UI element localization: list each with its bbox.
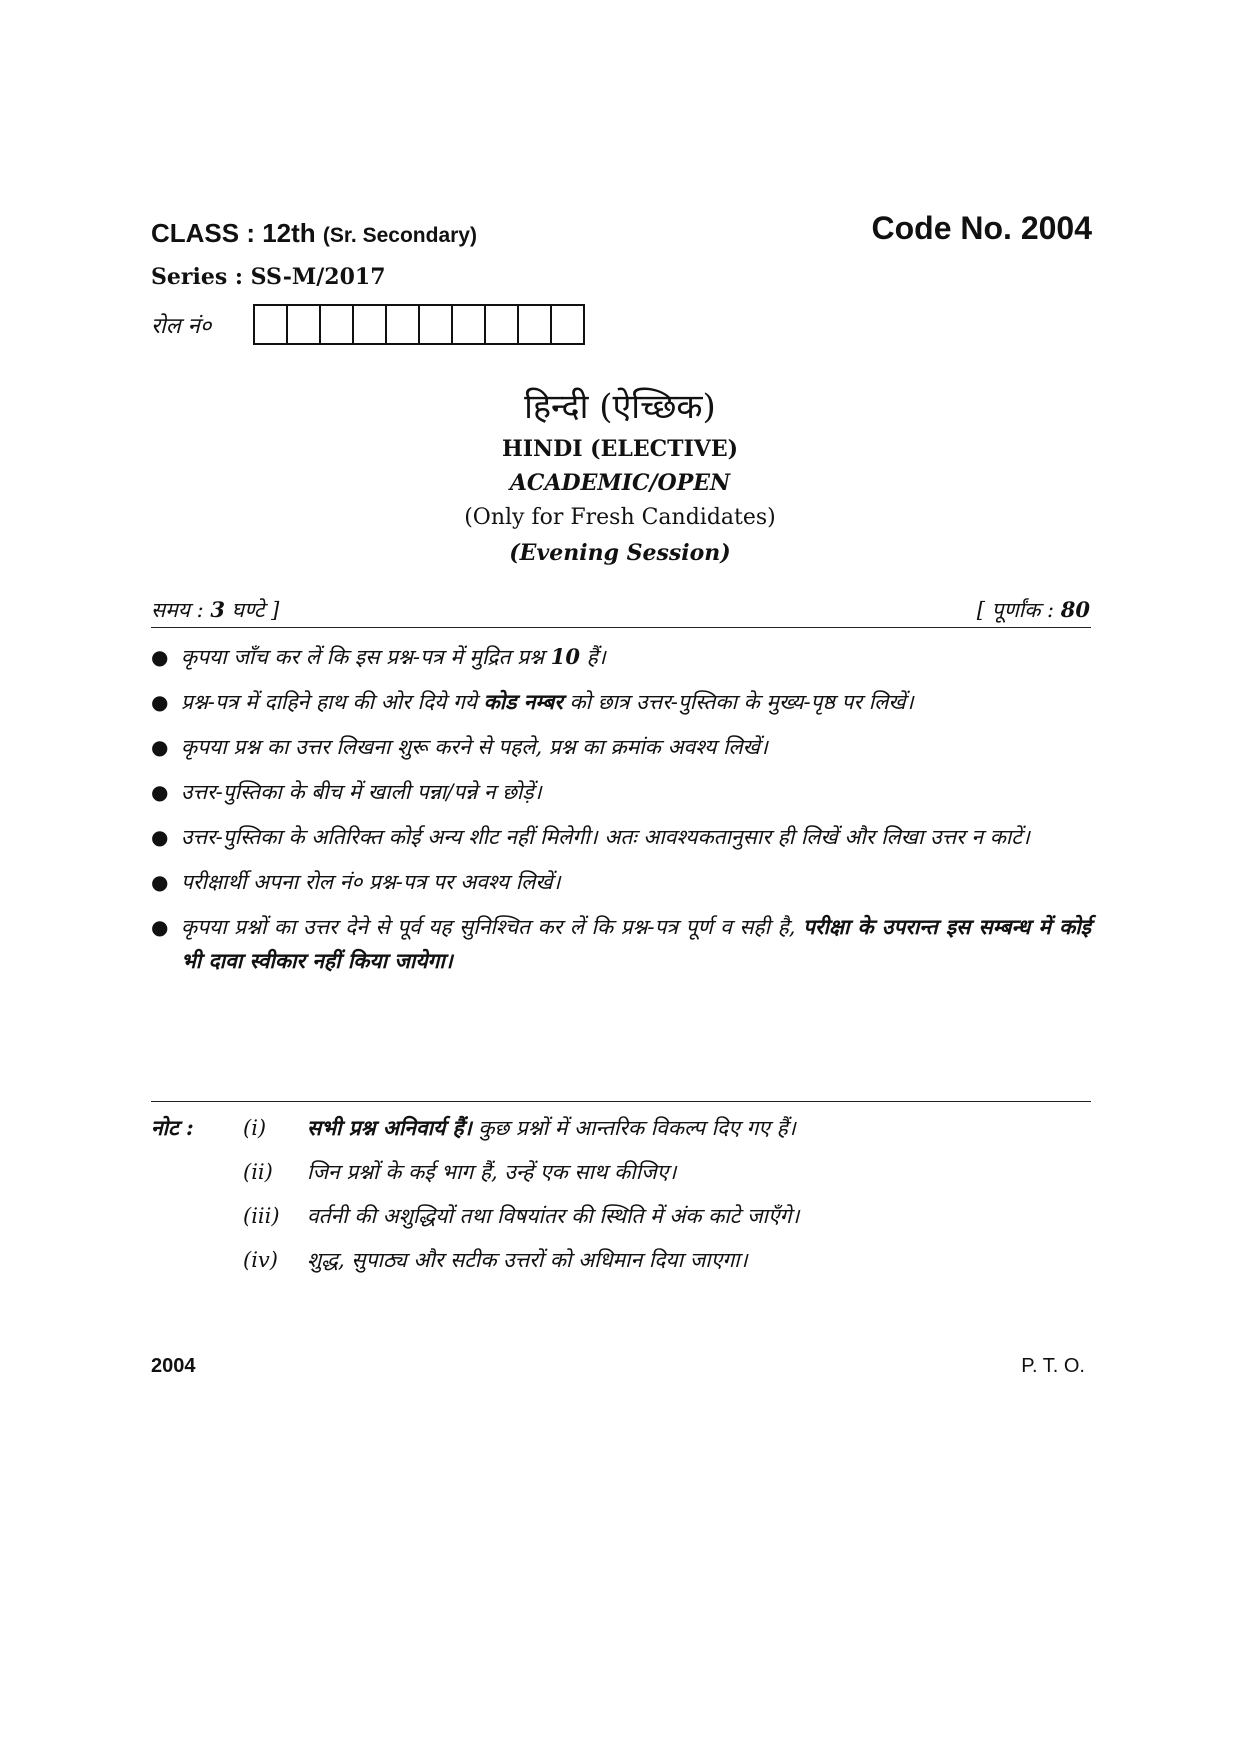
bullet-icon: ● [151, 915, 169, 939]
maximum-marks [977, 596, 1090, 624]
time-label: समय : [151, 598, 211, 622]
session-label: (Evening Session) [509, 540, 731, 566]
fresh-candidates-label: (Only for Fresh Candidates) [464, 505, 776, 530]
instruction-text-post: को छात्र उत्तर-पुस्तिका के मुख्य-पृष्ठ पर लिखें। [562, 690, 914, 714]
roll-number-box[interactable] [321, 306, 354, 343]
instruction-item [151, 775, 1091, 809]
code-number: Code No. 2004 [871, 210, 1092, 246]
roll-number-box[interactable] [288, 306, 321, 343]
bullet-icon: ● [151, 870, 169, 894]
instruction-item [151, 730, 1091, 764]
bullet-icon: ● [151, 825, 169, 849]
academic-open-label: ACADEMIC/OPEN [509, 470, 731, 496]
note-plain-text: वर्तनी की अशुद्धियों तथा विषयांतर की स्थिति में अंक काटे जाएँगे। [307, 1204, 800, 1228]
instruction-text-bold: 10 [550, 644, 580, 669]
roll-number-box[interactable] [387, 306, 420, 343]
note-label: नोट : [151, 1115, 194, 1140]
class-label: CLASS : 12th [151, 218, 316, 248]
note-number: (i) [243, 1116, 267, 1140]
note-item [151, 1113, 1091, 1143]
note-number: (iii) [243, 1204, 280, 1228]
note-plain-text: जिन प्रश्नों के कई भाग हैं, उन्हें एक साथ कीजिए। [307, 1160, 677, 1184]
note-text [307, 1245, 1091, 1275]
bullet-icon: ● [151, 690, 169, 714]
instruction-text-pre: कृपया प्रश्नों का उत्तर देने से पूर्व यह सुनिश्चित कर लें कि प्रश्न-पत्र पूर्ण व सही है, [181, 915, 803, 939]
roll-number-box[interactable] [354, 306, 387, 343]
footer-pto: P. T. O. [1021, 1355, 1085, 1377]
note-item [151, 1157, 1091, 1187]
note-item [151, 1245, 1091, 1275]
note-text [307, 1113, 1091, 1143]
marks-value: 80 [1060, 597, 1090, 622]
instruction-item [151, 820, 1091, 854]
series-label: Series : SS-M/2017 [151, 264, 386, 290]
time-unit: घण्टे ] [225, 598, 280, 622]
subject-title-hindi: हिन्दी (ऐच्छिक) [524, 387, 716, 427]
instruction-text-bold: कोड नम्बर [483, 689, 563, 714]
class-line [151, 218, 477, 249]
note-item [151, 1201, 1091, 1231]
instruction-text-pre: उत्तर-पुस्तिका के अतिरिक्त कोई अन्य शीट नहीं मिलेगी। अतः आवश्यकतानुसार ही लिखें और लिखा उत्तर न काटें। [181, 825, 1030, 849]
note-label [151, 1157, 243, 1187]
note-number: (iv) [243, 1248, 278, 1272]
footer-code: 2004 [151, 1355, 196, 1377]
time-value: 3 [210, 597, 225, 622]
instruction-text-pre: प्रश्न-पत्र में दाहिने हाथ की ओर दिये गये [181, 690, 484, 714]
instruction-text-pre: कृपया प्रश्न का उत्तर लिखना शुरू करने से पहले, प्रश्न का क्रमांक अवश्य लिखें। [181, 735, 768, 759]
roll-number-label: रोल नं० [151, 314, 212, 339]
roll-number-boxes[interactable] [253, 304, 585, 345]
roll-number-box[interactable] [519, 306, 552, 343]
instruction-text-pre: परीक्षार्थी अपना रोल नं० प्रश्न-पत्र पर अवश्य लिखें। [181, 870, 561, 894]
divider-bottom [151, 1101, 1091, 1102]
note-label [151, 1245, 243, 1275]
subject-title-english: HINDI (ELECTIVE) [501, 436, 739, 462]
note-number: (ii) [243, 1160, 273, 1184]
class-sub: (Sr. Secondary) [322, 224, 477, 247]
note-label [151, 1201, 243, 1231]
bullet-icon: ● [151, 645, 169, 669]
instruction-text-bold: परीक्षा के उपरान्त इस सम्बन्ध में कोई भी दावा स्वीकार नहीं किया जायेगा। [181, 914, 1091, 973]
note-plain-text: शुद्ध, सुपाठ्य और सटीक उत्तरों को अधिमान दिया जाएगा। [307, 1248, 748, 1272]
time-allowed [151, 596, 279, 624]
note-text [307, 1201, 1091, 1231]
roll-number-box[interactable] [453, 306, 486, 343]
roll-number-box[interactable] [420, 306, 453, 343]
roll-number-box[interactable] [552, 306, 585, 343]
note-bold-text: सभी प्रश्न अनिवार्य हैं। [307, 1115, 472, 1140]
instruction-item [151, 910, 1091, 978]
note-plain-text: कुछ प्रश्नों में आन्तरिक विकल्प दिए गए हैं। [471, 1116, 796, 1140]
roll-number-box[interactable] [255, 306, 288, 343]
instruction-text-post: हैं। [579, 645, 606, 669]
instruction-text-pre: कृपया जाँच कर लें कि इस प्रश्न-पत्र में मुद्रित प्रश्न [181, 645, 551, 669]
bullet-icon: ● [151, 735, 169, 759]
roll-number-box[interactable] [486, 306, 519, 343]
instruction-text-pre: उत्तर-पुस्तिका के बीच में खाली पन्ना/पन्ने न छोड़ें। [181, 780, 542, 804]
divider-top [151, 627, 1091, 628]
instruction-item [151, 685, 1091, 719]
instruction-item [151, 640, 1091, 674]
instruction-item [151, 865, 1091, 899]
note-text [307, 1157, 1091, 1187]
bullet-icon: ● [151, 780, 169, 804]
note-section [151, 1113, 1091, 1289]
instructions-list [151, 640, 1091, 989]
marks-label: [ पूर्णांक : [976, 598, 1061, 622]
